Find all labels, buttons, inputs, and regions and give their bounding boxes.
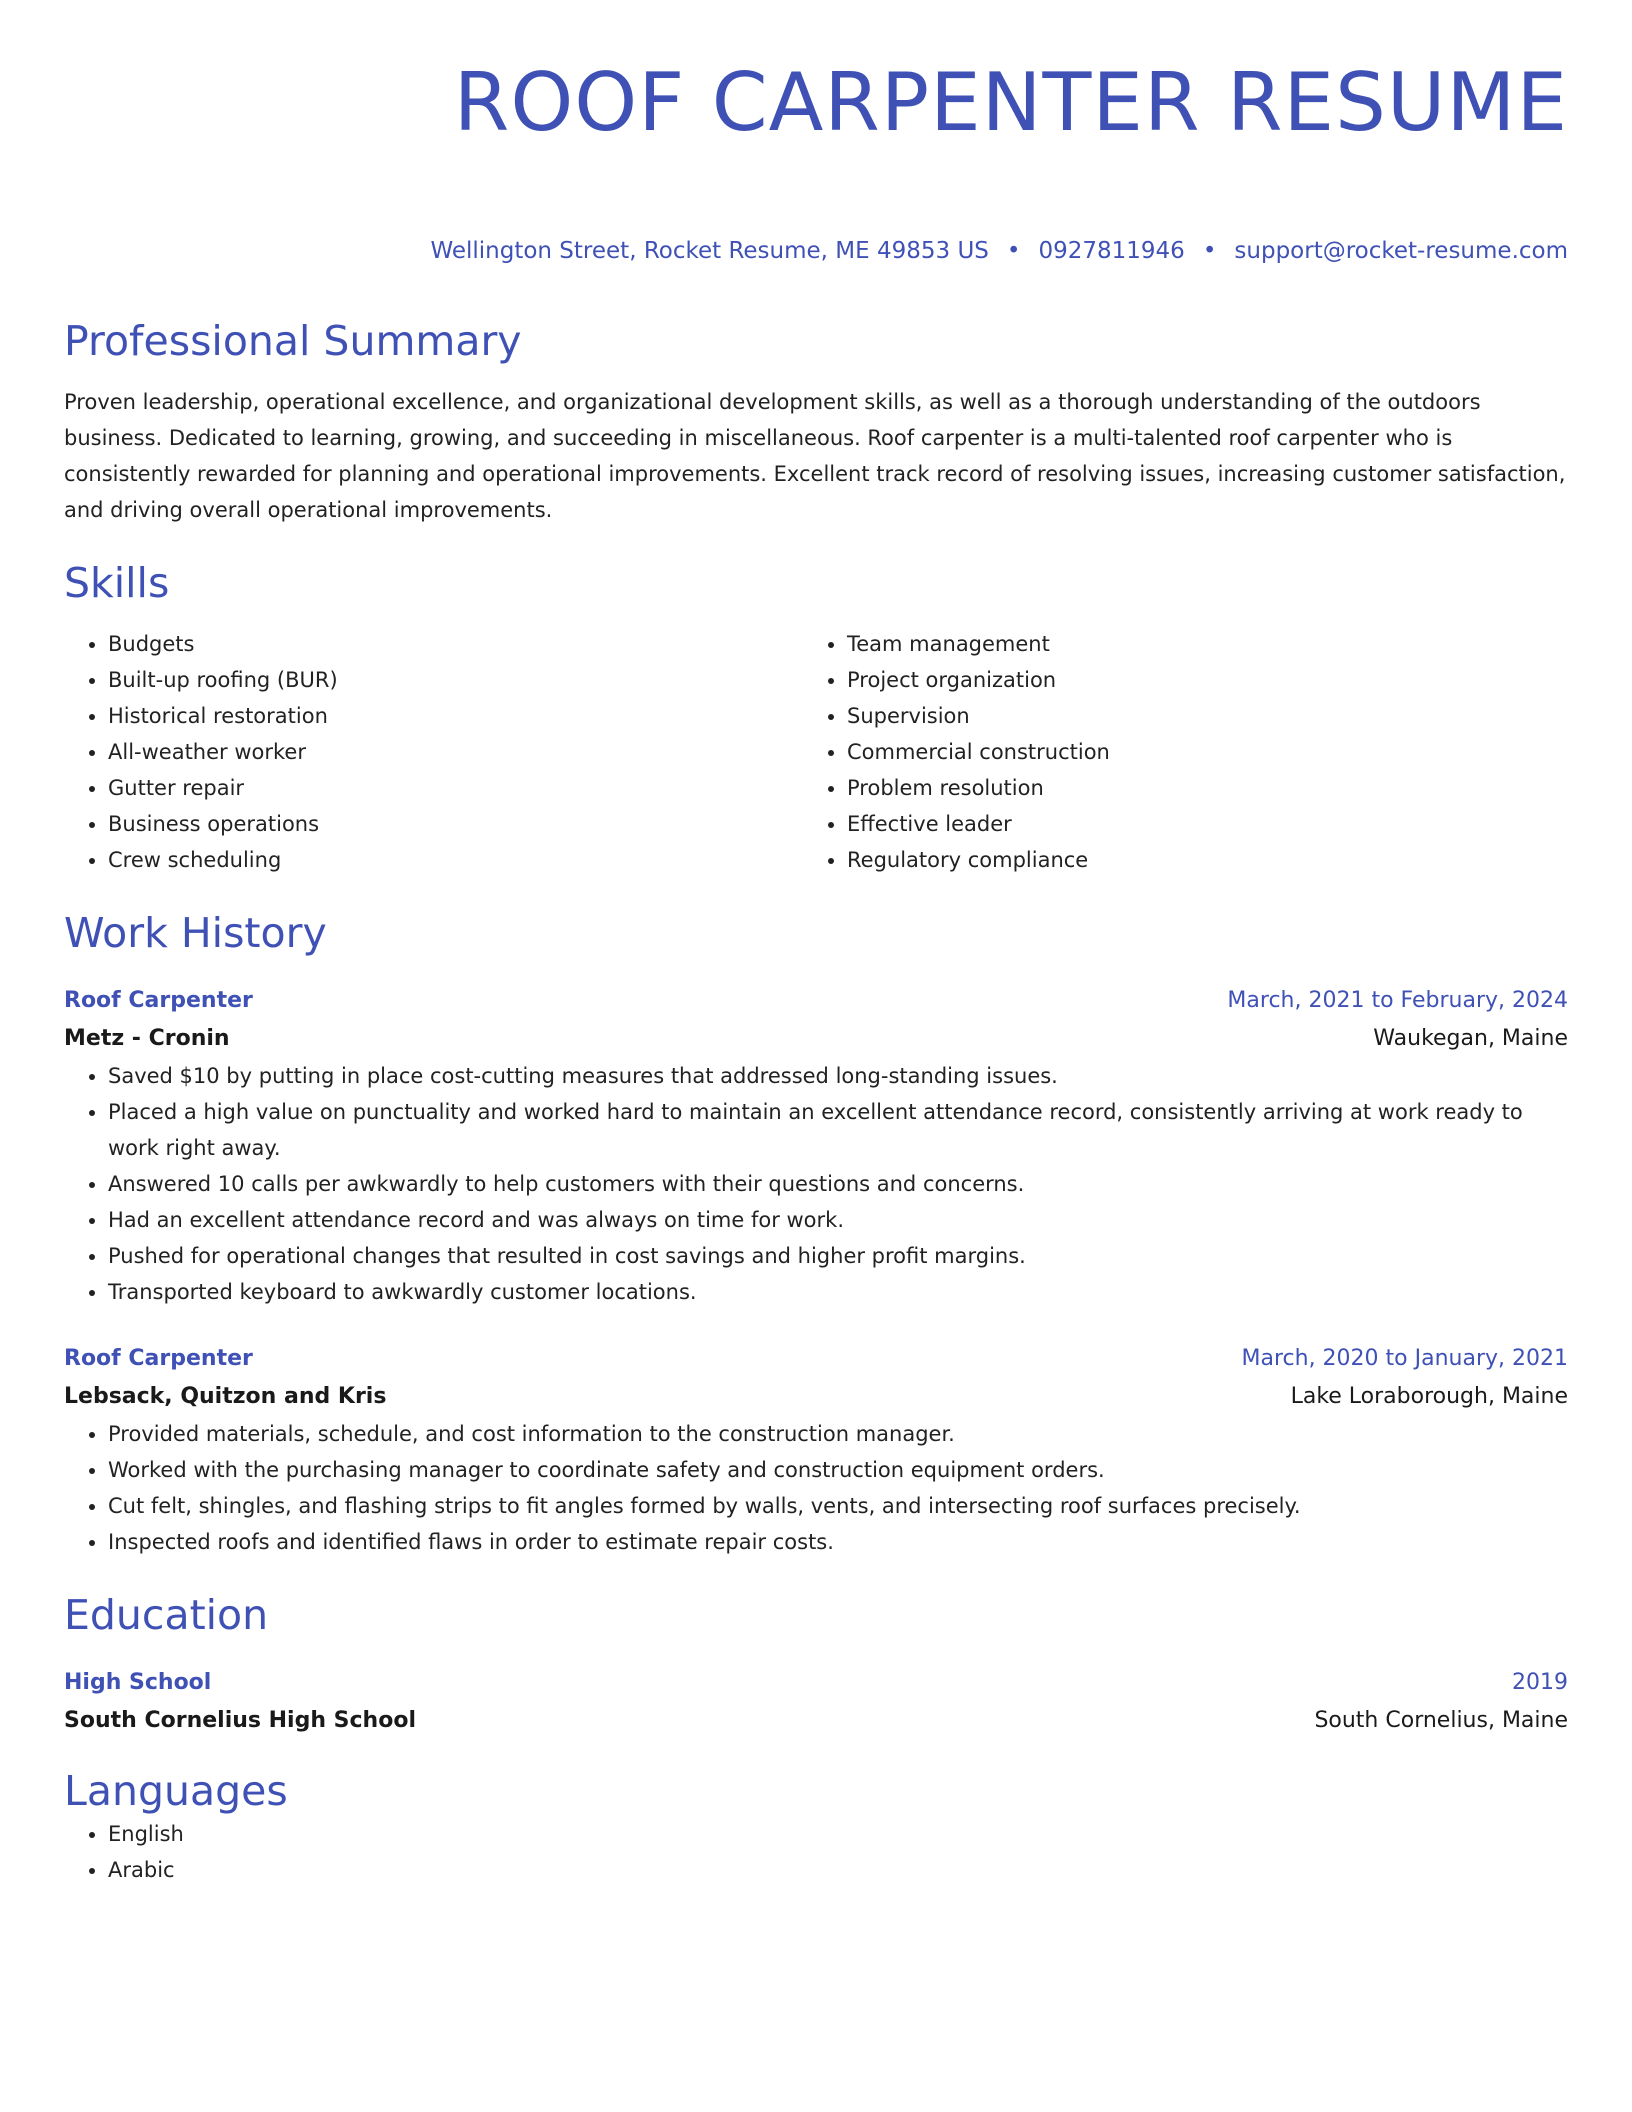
language-item: • English <box>108 1816 1568 1852</box>
education-header-row <box>64 1664 1568 1702</box>
skills-heading: Skills <box>64 559 170 607</box>
job-bullet: • Transported keyboard to awkwardly customer locations. <box>108 1274 1568 1310</box>
job-company-row <box>64 1378 1568 1416</box>
education-school-row <box>64 1702 1568 1740</box>
job-bullet: • Pushed for operational changes that resulted in cost savings and higher profit margins. <box>108 1238 1568 1274</box>
job-location: Lake Loraborough, Maine <box>1290 1384 1568 1409</box>
job-company: Lebsack, Quitzon and Kris <box>64 1384 387 1409</box>
education-degree: High School <box>64 1670 212 1695</box>
skill-item: • Supervision <box>847 698 1542 734</box>
contact-email: support@rocket-resume.com <box>1234 238 1568 264</box>
skill-item: • Project organization <box>847 662 1542 698</box>
education-location: South Cornelius, Maine <box>1314 1708 1568 1733</box>
education-entry <box>64 1664 1568 1740</box>
contact-phone: 0927811946 <box>1038 238 1185 264</box>
job-title: Roof Carpenter <box>64 988 253 1013</box>
skill-item: • Problem resolution <box>847 770 1542 806</box>
skill-item: • Commercial construction <box>847 734 1542 770</box>
job-bullet: • Cut felt, shingles, and flashing strips to fit angles formed by walls, vents, and intersecting roof surfaces precisely. <box>108 1488 1568 1524</box>
job-bullets <box>64 1058 1568 1310</box>
skill-item: • Built-up roofing (BUR) <box>108 662 803 698</box>
language-item: • Arabic <box>108 1852 1568 1888</box>
job-bullet: • Placed a high value on punctuality and worked hard to maintain an excellent attendance record, consistently arriving at work ready to work right away. <box>108 1094 1568 1166</box>
skill-item: • Business operations <box>108 806 803 842</box>
job-bullet: • Inspected roofs and identified flaws in order to estimate repair costs. <box>108 1524 1568 1560</box>
job-company-row <box>64 1020 1568 1058</box>
job-bullet: • Answered 10 calls per awkwardly to help customers with their questions and concerns. <box>108 1166 1568 1202</box>
resume-title: ROOF CARPENTER RESUME <box>453 56 1568 149</box>
job-header-row <box>64 982 1568 1020</box>
contact-address: Wellington Street, Rocket Resume, ME 49853 US <box>430 238 989 264</box>
work-history-heading: Work History <box>64 909 327 957</box>
skill-item: • Effective leader <box>847 806 1542 842</box>
job-bullet: • Worked with the purchasing manager to coordinate safety and construction equipment orders. <box>108 1452 1568 1488</box>
summary-heading: Professional Summary <box>64 317 522 365</box>
skill-item: • Crew scheduling <box>108 842 803 878</box>
job-bullet: • Had an excellent attendance record and was always on time for work. <box>108 1202 1568 1238</box>
job-dates: March, 2020 to January, 2021 <box>1241 1346 1568 1371</box>
summary-text: Proven leadership, operational excellence, and organizational development skills, as well as a thorough understanding of the outdoors business. Dedicated to learning, growing, and succeeding in miscellaneous. Roof carpenter is a multi-talented roof carpenter who is consistently rewarded for planning and operational improvements. Excellent track record of resolving issues, increasing customer satisfaction, and driving overall operational improvements. <box>64 390 1566 522</box>
contact-separator: • <box>1006 238 1021 264</box>
languages-heading: Languages <box>64 1767 288 1815</box>
skill-item: • Regulatory compliance <box>847 842 1542 878</box>
skill-item: • Historical restoration <box>108 698 803 734</box>
contact-line <box>64 236 1568 266</box>
job-header-row <box>64 1340 1568 1378</box>
education-heading: Education <box>64 1591 269 1639</box>
skill-item: • Budgets <box>108 626 803 662</box>
job-location: Waukegan, Maine <box>1373 1026 1568 1051</box>
languages-list <box>64 1816 1568 1888</box>
education-school: South Cornelius High School <box>64 1708 416 1733</box>
job-company: Metz - Cronin <box>64 1026 230 1051</box>
job-bullet: • Saved $10 by putting in place cost-cutting measures that addressed long-standing issues. <box>108 1058 1568 1094</box>
skills-list <box>64 626 1568 878</box>
skill-item: • All-weather worker <box>108 734 803 770</box>
skill-item: • Team management <box>847 626 1542 662</box>
skills-column-right <box>803 626 1542 878</box>
skills-column-left <box>64 626 803 878</box>
contact-separator: • <box>1202 238 1217 264</box>
skill-item: • Gutter repair <box>108 770 803 806</box>
job-bullet: • Provided materials, schedule, and cost information to the construction manager. <box>108 1416 1568 1452</box>
job-entry <box>64 1340 1568 1560</box>
job-title: Roof Carpenter <box>64 1346 253 1371</box>
job-bullets <box>64 1416 1568 1560</box>
education-year: 2019 <box>1512 1670 1568 1695</box>
job-dates: March, 2021 to February, 2024 <box>1227 988 1568 1013</box>
job-entry <box>64 982 1568 1310</box>
